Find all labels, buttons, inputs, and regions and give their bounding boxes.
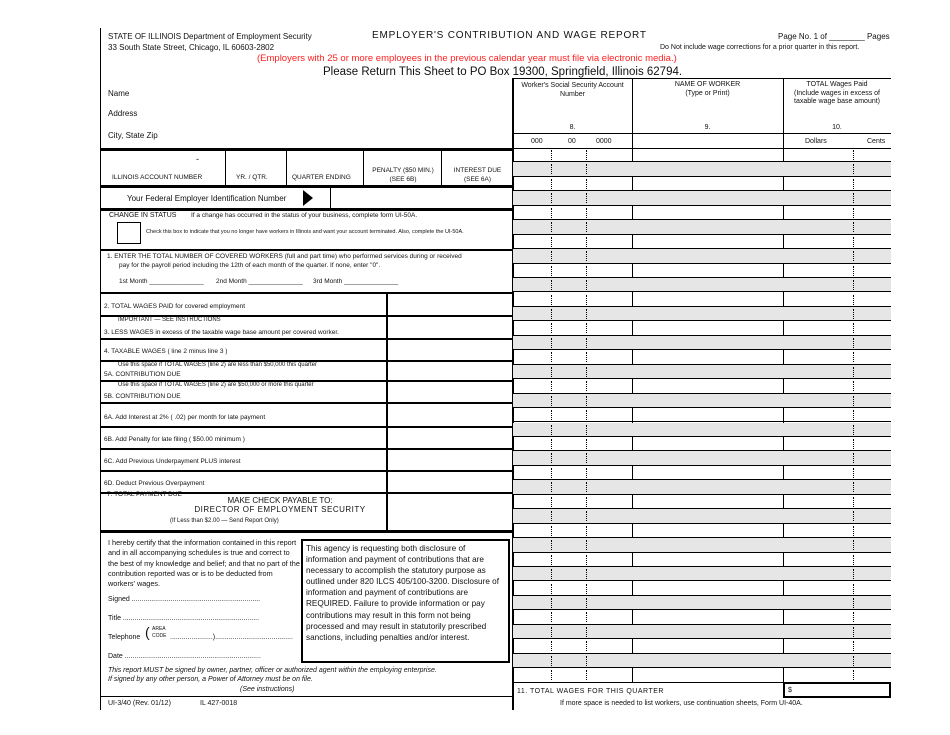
item-label: 5A. CONTRIBUTION DUE [104,371,181,378]
form-number: UI-3/40 (Rev. 01/12) [108,700,171,707]
separator-dots [853,208,855,218]
separator-dots [551,497,553,507]
worker-row[interactable] [513,610,891,624]
address-input[interactable] [150,106,500,120]
separator-dots [853,237,855,247]
separator-dots [586,598,588,608]
total-payment-due-input[interactable] [389,493,511,529]
worker-row[interactable] [513,162,891,176]
code-label: CODE [152,633,167,639]
col-name-number: 9. [704,124,711,131]
separator-dots [853,396,855,406]
separator-dots [853,468,855,478]
worker-row[interactable] [513,249,891,263]
separator-dots [586,670,588,680]
separator-dots [853,410,855,420]
col-name-sub: (Type or Print) [685,90,730,97]
divider [100,208,513,211]
separator-dots [586,410,588,420]
col-wages-number: 10. [832,124,842,131]
separator-dots [586,641,588,651]
separator-dots [551,584,553,594]
worker-row[interactable] [513,321,891,335]
separator-dots [551,266,553,276]
worker-row[interactable] [513,264,891,278]
terminate-account-checkbox[interactable] [117,222,141,244]
separator-dots [586,164,588,174]
col-ssn-header: Worker's Social Security Account Number [521,82,624,98]
worker-row[interactable] [513,206,891,220]
fein-label: Your Federal Employer Identification Number [127,194,287,203]
separator-dots [586,266,588,276]
separator-dots [853,656,855,666]
separator-dots [551,280,553,290]
separator-dots [551,179,553,189]
separator-dots [853,280,855,290]
col-name-header: NAME OF WORKER [674,81,741,88]
item-amount-input[interactable] [389,316,511,337]
disclosure-box [301,539,510,663]
worker-row[interactable] [513,654,891,668]
separator-dots [551,598,553,608]
separator-dots [853,482,855,492]
separator-dots [853,569,855,579]
signed-field[interactable]: Signed .................................................................. [108,596,261,603]
dollars-label: Dollars [805,138,827,145]
total-wages-label: 11. TOTAL WAGES FOR THIS QUARTER [517,688,664,695]
separator-dots [586,280,588,290]
item1-line1: 1. ENTER THE TOTAL NUMBER OF COVERED WORKERS (full and part time) who performed services during or received [107,253,462,260]
interest-sub: (SEE 6A) [463,176,492,183]
city-label: City, State Zip [108,131,158,140]
must-sign-note: This report MUST be signed by owner, partner, officer or authorized agent within the employing enterprise. [108,667,437,674]
separator-dots [853,497,855,507]
penalty-field[interactable] [364,151,442,186]
arrow-right-icon [303,190,313,206]
change-status-label: CHANGE IN STATUS [109,212,177,219]
separator-dots [586,439,588,449]
third-month-field[interactable]: 3rd Month _______________ [313,278,399,285]
separator-dots [586,555,588,565]
item-label: 5B. CONTRIBUTION DUE [104,393,181,400]
worker-row[interactable] [513,278,891,292]
agency-address: 33 South State Street, Chicago, IL 60603-2802 [108,43,275,52]
item-note: Use this space if TOTAL WAGES (line 2) are $50,000 or more this quarter [118,382,314,388]
worker-row[interactable] [513,220,891,234]
return-address: Please Return This Sheet to PO Box 19300, Springfield, Illinois 62794. [323,66,683,78]
name-label: Name [108,89,130,98]
interest-label: INTEREST DUE [453,167,502,174]
separator-dots [586,453,588,463]
separator-dots [586,179,588,189]
separator-dots [551,627,553,637]
no-corrections-note: Do Not include wage corrections for a prior quarter in this report. [660,44,860,51]
separator-dots [551,555,553,565]
separator-dots [551,396,553,406]
separator-dots [586,338,588,348]
telephone-field[interactable]: ......................)........................................ [170,634,293,641]
separator-dots [853,251,855,261]
item-label: 6B. Add Penalty for late filing ( $50.00 minimum ) [104,436,245,443]
electronic-notice: (Employers with 25 or more employees in the previous calendar year must file via electronic media.) [257,53,677,64]
separator-dots [551,237,553,247]
item-amount-input[interactable] [389,403,511,425]
worker-row[interactable] [513,495,891,509]
separator-dots [551,482,553,492]
separator-dots [551,612,553,622]
worker-row[interactable] [513,625,891,639]
quarter-ending-label: QUARTER ENDING [292,174,351,181]
separator-dots [853,352,855,362]
item-amount-input[interactable] [389,339,511,359]
separator-dots [551,453,553,463]
item-label: 4. TAXABLE WAGES ( line 2 minus line 3 ) [104,348,228,355]
checkbox-note: Check this box to indicate that you no longer have workers in Illinois and want your account terminated. Also, complete the UI-50A. [146,229,464,235]
separator-dots [551,193,553,203]
continuation-note: If more space is needed to list workers, use continuation sheets, Form UI-40A. [560,700,803,707]
separator-dots [586,237,588,247]
worker-row[interactable] [513,191,891,205]
separator-dots [853,439,855,449]
payable-to: MAKE CHECK PAYABLE TO: [227,496,333,505]
separator-dots [551,526,553,536]
agency: STATE OF ILLINOIS Department of Employment Security [108,32,312,41]
separator-dots [551,338,553,348]
separator-dots [551,439,553,449]
worker-row[interactable] [513,307,891,321]
col-wages-header: TOTAL Wages Paid [806,81,868,88]
item-amount-input[interactable] [389,381,511,401]
yr-qtr-field[interactable] [226,151,287,186]
item-label: 6C. Add Previous Underpayment PLUS interest [104,458,241,465]
separator-dots [551,367,553,377]
second-month-field[interactable]: 2nd Month _______________ [216,278,303,285]
item-note: Use this space if TOTAL WAGES (line 2) are less than $50,000 this quarter [118,362,317,368]
item-label: 6A. Add Interest at 2% ( .02) per month for late payment [104,414,266,421]
separator-dots [586,381,588,391]
worker-row[interactable] [513,394,891,408]
separator-dots [853,627,855,637]
item7-label: 7. TOTAL PAYMENT DUE [107,491,182,498]
separator-dots [586,584,588,594]
item-amount-input[interactable] [389,449,511,469]
worker-row[interactable] [513,379,891,393]
ssn-format-3: 0000 [596,138,612,145]
separator-dots [551,352,553,362]
separator-dots [551,468,553,478]
first-month-field[interactable]: 1st Month _______________ [119,278,204,285]
item-note: IMPORTANT — SEE INSTRUCTIONS [118,317,221,323]
separator-dots [853,425,855,435]
left-border [100,28,101,710]
separator-dots [551,569,553,579]
worker-row[interactable] [513,350,891,364]
account-number-label: ILLINOIS ACCOUNT NUMBER [112,174,203,181]
separator-dots [853,323,855,333]
separator-dots [853,150,855,160]
col-ssn-number: 8. [569,124,576,131]
separator-dots [551,540,553,550]
separator-dots [551,511,553,521]
separator-dots [586,352,588,362]
telephone-label: Telephone [108,634,141,641]
separator-dots [853,511,855,521]
separator-dots [551,150,553,160]
worker-row[interactable] [513,466,891,480]
change-status-note: If a change has occurred in the status of your business, complete form UI-50A. [191,212,418,219]
worker-row[interactable] [513,582,891,596]
account-dash: - [196,154,199,164]
address-label: Address [108,109,138,118]
separator-dots [586,396,588,406]
separator-dots [853,193,855,203]
separator-dots [853,555,855,565]
item-amount-input[interactable] [389,293,511,314]
worker-row[interactable] [513,235,891,249]
divider [100,696,513,697]
form-title: EMPLOYER'S CONTRIBUTION AND WAGE REPORT [372,30,647,41]
worker-row[interactable] [513,553,891,567]
ssn-format-1: 000 [531,138,543,145]
separator-dots [551,425,553,435]
divider [100,530,513,533]
account-row [100,151,513,186]
cents-label: Cents [867,138,886,145]
paren: ( [145,624,150,640]
item-label: 2. TOTAL WAGES PAID for covered employment [104,303,246,310]
name-input[interactable] [150,86,500,100]
separator-dots [586,497,588,507]
item-amount-input[interactable] [389,361,511,379]
worker-row[interactable] [513,423,891,437]
item7-note: (If Less than $2.00 — Send Report Only) [170,518,279,524]
separator-dots [586,150,588,160]
item-amount-input[interactable] [389,471,511,491]
il-number: IL 427-0018 [200,700,238,707]
separator-dots [551,222,553,232]
worker-row[interactable] [513,668,891,682]
separator-dots [853,295,855,305]
worker-row[interactable] [513,336,891,350]
separator-dots [586,222,588,232]
separator-dots [853,338,855,348]
total-wages-field[interactable] [783,682,891,698]
separator-dots [551,251,553,261]
date-field[interactable]: Date ...................................................................... [108,653,261,660]
item-amount-input[interactable] [389,427,511,447]
quarter-ending-field[interactable] [287,151,364,186]
separator-dots [551,208,553,218]
separator-dots [551,410,553,420]
dollar-sign: $ [788,687,792,694]
divider [513,78,891,79]
separator-dots [853,540,855,550]
separator-dots [586,569,588,579]
city-state-zip-input[interactable] [170,128,500,142]
separator-dots [551,670,553,680]
separator-dots [853,670,855,680]
yr-qtr-label: YR. / QTR. [236,174,268,181]
payable-to-director: DIRECTOR OF EMPLOYMENT SECURITY [194,505,366,514]
separator-dots [586,251,588,261]
attorney-note: If signed by any other person, a Power of Attorney must be on file. [108,676,313,683]
separator-dots [586,540,588,550]
separator-dots [853,641,855,651]
col-wages-sub: (Include wages in excess of taxable wage base amount) [794,90,880,105]
separator-dots [853,526,855,536]
separator-dots [551,164,553,174]
worker-row[interactable] [513,567,891,581]
separator-dots [586,208,588,218]
separator-dots [586,612,588,622]
separator-dots [551,656,553,666]
certification-text: I hereby certify that the information contained in this report and in all accompanying schedules is true and correct to the best of my knowledge and belief; and that no part of the contribution reported was or is to be deducted from workers' wages. [108,538,300,589]
separator-dots [586,367,588,377]
separator-dots [586,309,588,319]
separator-dots [586,526,588,536]
worker-row[interactable] [513,408,891,422]
separator-dots [586,193,588,203]
separator-dots [853,453,855,463]
worker-row[interactable] [513,480,891,494]
separator-dots [853,309,855,319]
divider [100,185,513,188]
area-label: AREA [152,626,166,632]
title-field[interactable]: Title ...................................................................... [108,615,260,622]
separator-dots [586,627,588,637]
separator-dots [551,295,553,305]
worker-row[interactable] [513,148,891,162]
separator-dots [586,511,588,521]
amount-column-divider [386,293,388,531]
separator-dots [586,323,588,333]
divider [513,133,891,134]
separator-dots [853,179,855,189]
fein-input[interactable] [332,189,510,207]
page-number: Page No. 1 of ________ Pages [778,32,890,41]
separator-dots [853,598,855,608]
item-label: 3. LESS WAGES in excess of the taxable wage base amount per covered worker. [104,329,339,336]
penalty-sub: (SEE 6B) [389,176,417,183]
worker-row[interactable] [513,524,891,538]
worker-row[interactable] [513,509,891,523]
interest-field[interactable] [442,151,513,186]
separator-dots [551,641,553,651]
worker-row[interactable] [513,451,891,465]
separator-dots [586,425,588,435]
separator-dots [586,656,588,666]
disclosure-text: This agency is requesting both disclosure of information and payment of contributions that are necessary to accomplish the statutory purpose as outlined under 820 ILCS 405/100-3200. Disclosure of information and payment of contributions are REQUIRED. Failure to provide information or pay contributions may result in this form not being processed and may result in statutorily prescribed sanctions, including penalties and/or interest. [306,544,499,642]
separator-dots [853,367,855,377]
separator-dots [586,482,588,492]
worker-row[interactable] [513,538,891,552]
item-label: 6D. Deduct Previous Overpayment [104,480,205,487]
worker-row[interactable] [513,177,891,191]
worker-row[interactable] [513,639,891,653]
separator-dots [853,266,855,276]
separator-dots [551,309,553,319]
penalty-label: PENALTY ($50 MIN.) [372,167,434,174]
separator-dots [853,164,855,174]
separator-dots [853,612,855,622]
worker-row[interactable] [513,365,891,379]
divider [330,187,331,209]
divider [100,249,513,251]
separator-dots [853,584,855,594]
worker-row[interactable] [513,437,891,451]
see-instructions: (See instructions) [240,686,295,693]
item1-line2: pay for the payroll period including the 12th of each month of the quarter. If none, enter "0". [119,262,381,269]
account-number-field[interactable] [100,151,226,186]
separator-dots [551,381,553,391]
separator-dots [853,222,855,232]
separator-dots [853,381,855,391]
worker-row[interactable] [513,596,891,610]
separator-dots [551,323,553,333]
separator-dots [586,295,588,305]
ssn-format-2: 00 [568,138,576,145]
worker-row[interactable] [513,293,891,307]
separator-dots [586,468,588,478]
